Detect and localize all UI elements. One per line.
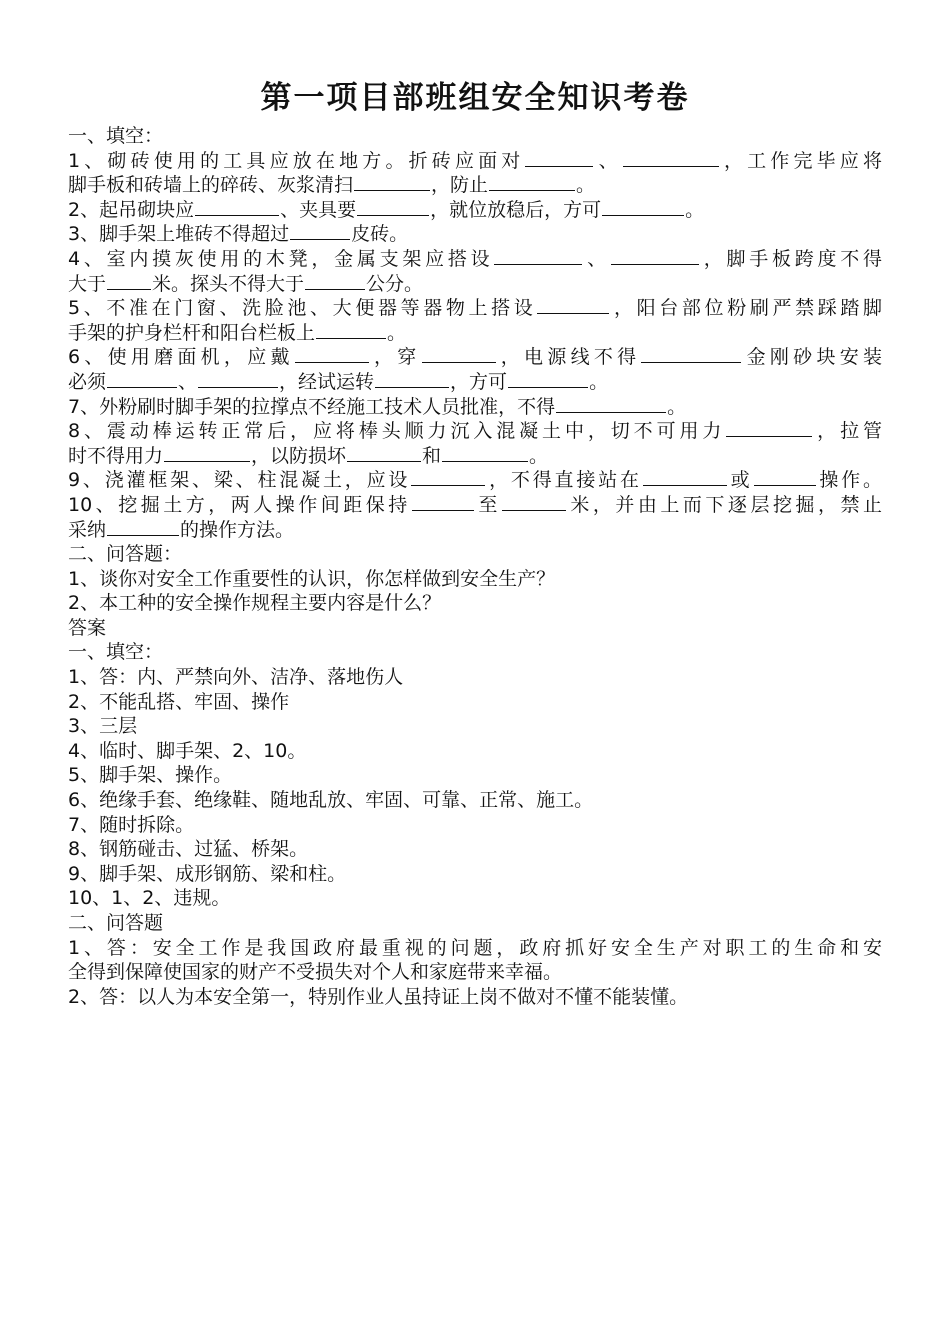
question-text: 、: [178, 370, 198, 393]
qa-answer-2: 2、答：以人为本安全第一，特别作业人虽持证上岗不做对不懂不能装懂。: [68, 985, 689, 1008]
answer-blank[interactable]: [290, 222, 350, 240]
answer-item-4: 4、临时、脚手架、2、10。: [68, 739, 307, 762]
question-4-line-2: [68, 272, 882, 297]
question-text: 时不得用力: [68, 444, 164, 467]
question-text: 和: [422, 444, 442, 467]
question-1-line-2: [68, 173, 882, 198]
answer-item-6: 6、绝缘手套、绝缘鞋、随地乱放、牢固、可靠、正常、施工。: [68, 789, 594, 812]
answer-blank[interactable]: [525, 149, 593, 167]
answer-blank[interactable]: [295, 345, 369, 363]
answer-blank[interactable]: [623, 149, 719, 167]
question-text: ，脚手板跨度不得: [699, 247, 882, 270]
question-text: 皮砖。: [351, 223, 409, 246]
question-text: 操作。: [816, 469, 882, 492]
question-text: ，防止: [431, 174, 489, 197]
question-text: 必须: [68, 370, 107, 393]
answer-blank[interactable]: [412, 493, 474, 511]
question-2: [68, 198, 882, 223]
question-text: 。: [576, 174, 596, 197]
question-text: ，方可: [450, 370, 508, 393]
answer-blank[interactable]: [375, 370, 449, 388]
question-text: 脚手板和砖墙上的碎砖、灰浆清扫: [68, 174, 354, 197]
answer-blank[interactable]: [305, 272, 365, 290]
answer-blank[interactable]: [195, 198, 279, 216]
answer-heading: 答案: [68, 616, 107, 639]
question-text: 米，并由上而下逐层挖掘，禁止: [566, 493, 882, 516]
question-8-line-2: [68, 444, 882, 469]
question-text: 2、起吊砌块应: [68, 198, 195, 221]
answer-blank[interactable]: [107, 272, 151, 290]
question-10-line-1: [68, 493, 882, 518]
question-text: 、夹具要: [280, 198, 357, 221]
answer-blank[interactable]: [754, 468, 816, 486]
answer-blank[interactable]: [198, 370, 278, 388]
answer-blank[interactable]: [354, 173, 430, 191]
answer-qa-heading: 二、问答题: [68, 912, 164, 934]
question-text: 。: [387, 321, 407, 344]
exam-body: [68, 124, 882, 1009]
page-title: 第一项目部班组安全知识考卷: [260, 80, 690, 116]
question-text: 公分。: [366, 272, 424, 295]
question-text: 8、震动棒运转正常后，应将棒头顺力沉入混凝土中，切不可用力: [68, 420, 726, 443]
answer-blank[interactable]: [611, 247, 699, 265]
question-text: ，就位放稳后，方可: [430, 198, 602, 221]
question-3: [68, 222, 882, 247]
answer-item-10: 10、1、2、违规。: [68, 887, 231, 910]
question-6-line-2: [68, 370, 882, 395]
question-text: 9、浇灌框架、梁、柱混凝土，应设: [68, 469, 411, 492]
answer-blank[interactable]: [164, 444, 250, 462]
question-text: 。: [589, 370, 609, 393]
answer-blank[interactable]: [643, 468, 727, 486]
question-text: 手架的护身栏杆和阳台栏板上: [68, 321, 316, 344]
question-text: ，以防损坏: [251, 444, 347, 467]
question-text: 、: [583, 247, 610, 270]
question-text: ，经试运转: [279, 370, 375, 393]
answer-item-7: 7、随时拆除。: [68, 813, 195, 836]
question-text: 5、不准在门窗、洗脸池、大便器等器物上搭设: [68, 297, 537, 320]
answer-blank[interactable]: [537, 296, 609, 314]
question-text: 。: [529, 444, 549, 467]
qa-section-heading: 二、问答题：: [68, 543, 183, 566]
question-5-line-2: [68, 321, 882, 346]
question-text: 10、挖掘土方，两人操作间距保持: [68, 493, 411, 516]
question-text: 采纳: [68, 518, 107, 541]
question-text: ，工作完毕应将: [719, 149, 882, 172]
answer-blank[interactable]: [602, 198, 684, 216]
question-9: [68, 468, 882, 493]
answer-blank[interactable]: [556, 395, 666, 413]
answer-item-2: 2、不能乱搭、牢固、操作: [68, 690, 290, 713]
answer-fill-heading: 一、填空：: [68, 641, 164, 664]
question-text: ，阳台部位粉刷严禁踩踏脚: [610, 297, 882, 320]
question-8-line-1: [68, 419, 882, 444]
question-text: 6、使用磨面机，应戴: [68, 346, 294, 369]
question-text: 。: [667, 395, 687, 418]
question-text: 、: [594, 149, 622, 172]
question-4-line-1: [68, 247, 882, 272]
answer-item-5: 5、脚手架、操作。: [68, 764, 233, 787]
question-text: 。: [685, 198, 705, 221]
qa-question-2: 2、本工种的安全操作规程主要内容是什么？: [68, 592, 442, 615]
fill-section-heading: 一、填空：: [68, 125, 164, 147]
answer-blank[interactable]: [411, 468, 485, 486]
answer-blank[interactable]: [347, 444, 421, 462]
answer-blank[interactable]: [422, 345, 496, 363]
qa-answer-1-line-2: 全得到保障使国家的财产不受损失对个人和家庭带来幸福。: [68, 961, 563, 984]
question-text: 的操作方法。: [180, 518, 295, 541]
question-text: 大于: [68, 272, 107, 295]
qa-answer-1-line-1: 1、答：安全工作是我国政府最重视的问题，政府抓好安全生产对职工的生命和安: [68, 936, 882, 959]
question-text: 或: [727, 469, 753, 492]
answer-blank[interactable]: [641, 345, 741, 363]
question-6-line-1: [68, 345, 882, 370]
answer-blank[interactable]: [442, 444, 528, 462]
question-text: 至: [474, 493, 501, 516]
answer-item-1: 1、答：内、严禁向外、洁净、落地伤人: [68, 666, 404, 689]
question-text: ，拉管: [813, 420, 882, 443]
question-1-line-1: [68, 149, 882, 174]
answer-blank[interactable]: [494, 247, 582, 265]
question-10-line-2: [68, 518, 882, 543]
question-5-line-1: [68, 296, 882, 321]
answer-blank[interactable]: [316, 321, 386, 339]
question-text: 1、砌砖使用的工具应放在地方。折砖应面对: [68, 149, 525, 172]
question-text: 3、脚手架上堆砖不得超过: [68, 223, 290, 246]
question-text: 7、外粉刷时脚手架的拉撑点不经施工技术人员批准，不得: [68, 395, 556, 418]
answer-blank[interactable]: [107, 370, 177, 388]
question-text: ，电源线不得: [496, 346, 641, 369]
answer-blank[interactable]: [489, 173, 575, 191]
answer-item-8: 8、钢筋碰击、过猛、桥架。: [68, 838, 309, 861]
question-text: ，穿: [369, 346, 421, 369]
answer-item-3: 3、三层: [68, 715, 138, 738]
question-text: 金刚砂块安装: [742, 346, 882, 369]
question-text: ，不得直接站在: [486, 469, 642, 492]
qa-question-1: 1、谈你对安全工作重要性的认识，你怎样做到安全生产？: [68, 567, 556, 590]
answer-blank[interactable]: [107, 518, 179, 536]
answer-item-9: 9、脚手架、成形钢筋、梁和柱。: [68, 862, 347, 885]
answer-blank[interactable]: [357, 198, 429, 216]
question-text: 4、室内摸灰使用的木凳，金属支架应搭设: [68, 247, 494, 270]
answer-blank[interactable]: [502, 493, 566, 511]
answer-blank[interactable]: [508, 370, 588, 388]
question-text: 米。探头不得大于: [152, 272, 305, 295]
answer-blank[interactable]: [726, 419, 812, 437]
question-7: [68, 395, 882, 420]
